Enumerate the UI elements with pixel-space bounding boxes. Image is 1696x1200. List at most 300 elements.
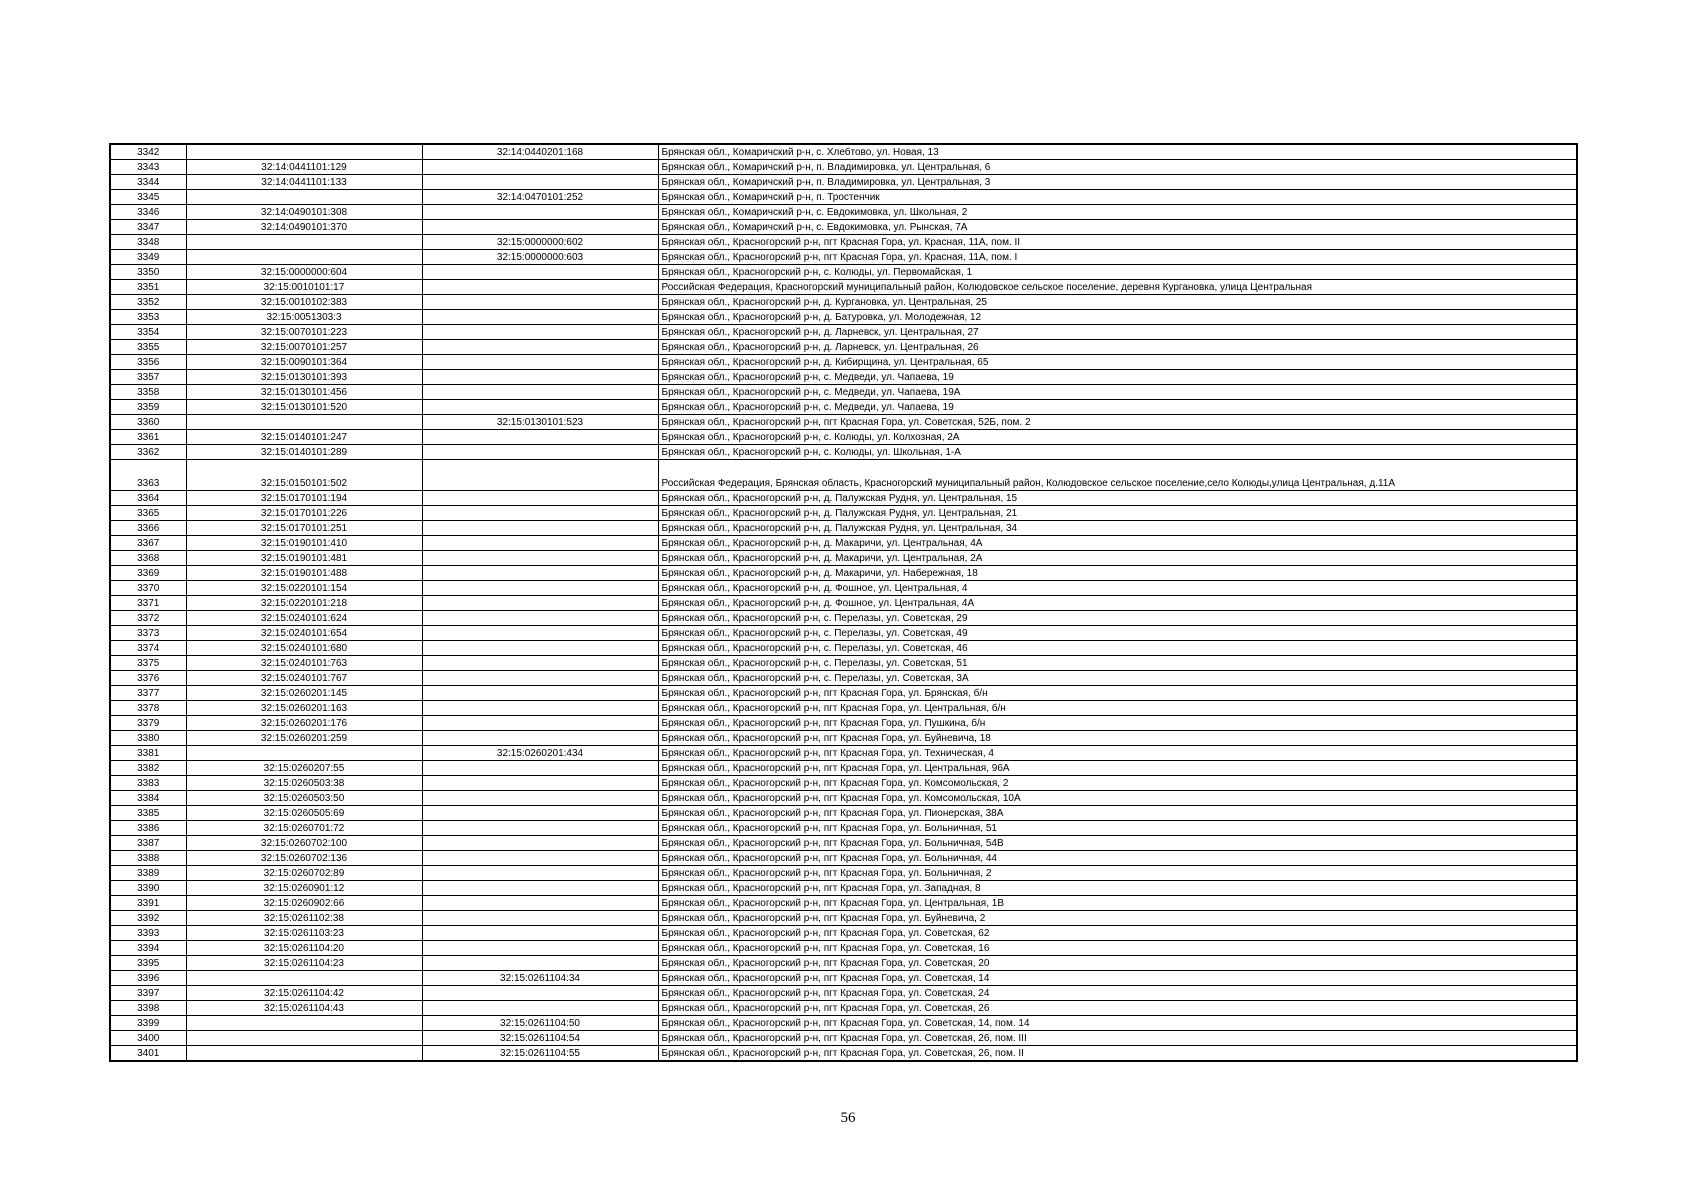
cadastral-number-a-cell: 32:15:0260505:69 bbox=[186, 806, 422, 821]
row-number-cell: 3362 bbox=[110, 445, 186, 460]
table-row bbox=[110, 1016, 1577, 1031]
address-cell: Брянская обл., Комаричский р-н, с. Евдокимовка, ул. Рынская, 7А bbox=[658, 220, 1577, 235]
cadastral-number-a-cell: 32:15:0140101:289 bbox=[186, 445, 422, 460]
table-row bbox=[110, 686, 1577, 701]
table-row bbox=[110, 566, 1577, 581]
row-number-cell: 3383 bbox=[110, 776, 186, 791]
address-cell: Брянская обл., Красногорский р-н, пгт Красная Гора, ул. Советская, 24 bbox=[658, 986, 1577, 1001]
cadastral-number-b-cell bbox=[422, 986, 658, 1001]
cadastral-number-b-cell bbox=[422, 911, 658, 926]
row-number-cell: 3397 bbox=[110, 986, 186, 1001]
address-cell: Брянская обл., Красногорский р-н, пгт Красная Гора, ул. Больничная, 54В bbox=[658, 836, 1577, 851]
row-number-cell: 3377 bbox=[110, 686, 186, 701]
cadastral-number-b-cell bbox=[422, 175, 658, 190]
table-row bbox=[110, 941, 1577, 956]
cadastral-number-a-cell: 32:15:0240101:763 bbox=[186, 656, 422, 671]
row-number-cell: 3394 bbox=[110, 941, 186, 956]
cadastral-number-b-cell bbox=[422, 160, 658, 175]
address-cell: Брянская обл., Красногорский р-н, пгт Красная Гора, ул. Красная, 11А, пом. II bbox=[658, 235, 1577, 250]
row-number-cell: 3372 bbox=[110, 611, 186, 626]
table-row bbox=[110, 506, 1577, 521]
cadastral-number-b-cell bbox=[422, 866, 658, 881]
table-row bbox=[110, 866, 1577, 881]
table-row bbox=[110, 175, 1577, 190]
cadastral-number-b-cell: 32:14:0440201:168 bbox=[422, 144, 658, 160]
row-number-cell: 3349 bbox=[110, 250, 186, 265]
table-row bbox=[110, 521, 1577, 536]
row-number-cell: 3353 bbox=[110, 310, 186, 325]
table-row bbox=[110, 821, 1577, 836]
table-row bbox=[110, 626, 1577, 641]
row-number-cell: 3363 bbox=[110, 460, 186, 491]
table-row bbox=[110, 295, 1577, 310]
cadastral-number-b-cell bbox=[422, 776, 658, 791]
cadastral-number-a-cell bbox=[186, 190, 422, 205]
cadastral-number-b-cell bbox=[422, 385, 658, 400]
cadastral-number-b-cell bbox=[422, 310, 658, 325]
cadastral-number-b-cell bbox=[422, 521, 658, 536]
table-row bbox=[110, 370, 1577, 385]
row-number-cell: 3369 bbox=[110, 566, 186, 581]
address-cell: Брянская обл., Красногорский р-н, пгт Красная Гора, ул. Западная, 8 bbox=[658, 881, 1577, 896]
address-cell: Брянская обл., Красногорский р-н, д. Макаричи, ул. Набережная, 18 bbox=[658, 566, 1577, 581]
row-number-cell: 3344 bbox=[110, 175, 186, 190]
table-row bbox=[110, 144, 1577, 160]
table-body bbox=[110, 144, 1577, 1061]
cadastral-number-b-cell: 32:15:0000000:602 bbox=[422, 235, 658, 250]
cadastral-number-b-cell bbox=[422, 701, 658, 716]
table-row bbox=[110, 836, 1577, 851]
table-row bbox=[110, 205, 1577, 220]
table-row bbox=[110, 415, 1577, 430]
cadastral-number-b-cell bbox=[422, 596, 658, 611]
table-row bbox=[110, 220, 1577, 235]
cadastral-number-a-cell bbox=[186, 746, 422, 761]
cadastral-number-a-cell: 32:15:0260503:38 bbox=[186, 776, 422, 791]
address-cell: Брянская обл., Красногорский р-н, д. Макаричи, ул. Центральная, 4А bbox=[658, 536, 1577, 551]
row-number-cell: 3356 bbox=[110, 355, 186, 370]
cadastral-number-b-cell bbox=[422, 731, 658, 746]
cadastral-number-b-cell bbox=[422, 370, 658, 385]
address-cell: Брянская обл., Красногорский р-н, пгт Красная Гора, ул. Пионерская, 38А bbox=[658, 806, 1577, 821]
cadastral-number-b-cell bbox=[422, 445, 658, 460]
cadastral-number-b-cell: 32:15:0261104:34 bbox=[422, 971, 658, 986]
row-number-cell: 3398 bbox=[110, 1001, 186, 1016]
row-number-cell: 3360 bbox=[110, 415, 186, 430]
cadastral-number-a-cell: 32:15:0140101:247 bbox=[186, 430, 422, 445]
cadastral-number-a-cell: 32:15:0260207:55 bbox=[186, 761, 422, 776]
row-number-cell: 3379 bbox=[110, 716, 186, 731]
cadastral-number-b-cell bbox=[422, 460, 658, 491]
address-cell: Брянская обл., Красногорский р-н, пгт Красная Гора, ул. Советская, 20 bbox=[658, 956, 1577, 971]
cadastral-number-b-cell bbox=[422, 205, 658, 220]
address-cell: Брянская обл., Комаричский р-н, п. Владимировка, ул. Центральная, 6 bbox=[658, 160, 1577, 175]
row-number-cell: 3358 bbox=[110, 385, 186, 400]
cadastral-number-a-cell: 32:15:0170101:226 bbox=[186, 506, 422, 521]
table-row bbox=[110, 656, 1577, 671]
cadastral-number-b-cell bbox=[422, 220, 658, 235]
property-table bbox=[109, 143, 1578, 1062]
cadastral-number-a-cell: 32:15:0240101:767 bbox=[186, 671, 422, 686]
address-cell: Брянская обл., Красногорский р-н, д. Палужская Рудня, ул. Центральная, 15 bbox=[658, 491, 1577, 506]
cadastral-number-a-cell: 32:15:0070101:257 bbox=[186, 340, 422, 355]
cadastral-number-a-cell: 32:15:0190101:481 bbox=[186, 551, 422, 566]
cadastral-number-a-cell: 32:15:0260201:145 bbox=[186, 686, 422, 701]
row-number-cell: 3374 bbox=[110, 641, 186, 656]
address-cell: Брянская обл., Комаричский р-н, п. Тростенчик bbox=[658, 190, 1577, 205]
address-cell: Брянская обл., Красногорский р-н, пгт Красная Гора, ул. Пушкина, б/н bbox=[658, 716, 1577, 731]
table-row bbox=[110, 911, 1577, 926]
cadastral-number-b-cell bbox=[422, 836, 658, 851]
cadastral-number-b-cell: 32:15:0000000:603 bbox=[422, 250, 658, 265]
cadastral-number-a-cell bbox=[186, 971, 422, 986]
table-row bbox=[110, 355, 1577, 370]
cadastral-number-b-cell bbox=[422, 881, 658, 896]
row-number-cell: 3378 bbox=[110, 701, 186, 716]
table-row bbox=[110, 190, 1577, 205]
address-cell: Российская Федерация, Брянская область, Красногорский муниципальный район, Колюдовское сельское поселение,село Колюды,улица Центральная, д.11А bbox=[658, 460, 1577, 491]
row-number-cell: 3354 bbox=[110, 325, 186, 340]
cadastral-number-b-cell bbox=[422, 671, 658, 686]
address-cell: Брянская обл., Красногорский р-н, пгт Красная Гора, ул. Советская, 26 bbox=[658, 1001, 1577, 1016]
row-number-cell: 3347 bbox=[110, 220, 186, 235]
table-row bbox=[110, 491, 1577, 506]
cadastral-number-b-cell bbox=[422, 716, 658, 731]
cadastral-number-b-cell: 32:15:0261104:50 bbox=[422, 1016, 658, 1031]
address-cell: Брянская обл., Красногорский р-н, д. Ларневск, ул. Центральная, 27 bbox=[658, 325, 1577, 340]
cadastral-number-b-cell bbox=[422, 491, 658, 506]
address-cell: Брянская обл., Красногорский р-н, с. Колюды, ул. Школьная, 1-А bbox=[658, 445, 1577, 460]
table-row bbox=[110, 956, 1577, 971]
row-number-cell: 3351 bbox=[110, 280, 186, 295]
cadastral-number-a-cell: 32:15:0261103:23 bbox=[186, 926, 422, 941]
table-row bbox=[110, 761, 1577, 776]
cadastral-number-a-cell: 32:15:0261102:38 bbox=[186, 911, 422, 926]
cadastral-number-a-cell: 32:14:0441101:129 bbox=[186, 160, 422, 175]
address-cell: Брянская обл., Красногорский р-н, с. Медведи, ул. Чапаева, 19 bbox=[658, 400, 1577, 415]
address-cell: Брянская обл., Красногорский р-н, с. Перелазы, ул. Советская, 3А bbox=[658, 671, 1577, 686]
row-number-cell: 3384 bbox=[110, 791, 186, 806]
cadastral-number-b-cell bbox=[422, 325, 658, 340]
row-number-cell: 3348 bbox=[110, 235, 186, 250]
row-number-cell: 3380 bbox=[110, 731, 186, 746]
cadastral-number-a-cell: 32:15:0240101:654 bbox=[186, 626, 422, 641]
cadastral-number-a-cell: 32:15:0051303:3 bbox=[186, 310, 422, 325]
cadastral-number-a-cell: 32:15:0260702:136 bbox=[186, 851, 422, 866]
table-row bbox=[110, 235, 1577, 250]
table-row bbox=[110, 160, 1577, 175]
address-cell: Брянская обл., Красногорский р-н, пгт Красная Гора, ул. Советская, 14, пом. 14 bbox=[658, 1016, 1577, 1031]
address-cell: Брянская обл., Красногорский р-н, пгт Красная Гора, ул. Техническая, 4 bbox=[658, 746, 1577, 761]
cadastral-number-a-cell: 32:15:0090101:364 bbox=[186, 355, 422, 370]
address-cell: Брянская обл., Красногорский р-н, с. Медведи, ул. Чапаева, 19А bbox=[658, 385, 1577, 400]
address-cell: Брянская обл., Красногорский р-н, с. Колюды, ул. Колхозная, 2А bbox=[658, 430, 1577, 445]
row-number-cell: 3367 bbox=[110, 536, 186, 551]
address-cell: Брянская обл., Красногорский р-н, пгт Красная Гора, ул. Советская, 14 bbox=[658, 971, 1577, 986]
row-number-cell: 3392 bbox=[110, 911, 186, 926]
cadastral-number-a-cell: 32:15:0261104:42 bbox=[186, 986, 422, 1001]
address-cell: Брянская обл., Красногорский р-н, д. Кибирщина, ул. Центральная, 65 bbox=[658, 355, 1577, 370]
cadastral-number-b-cell bbox=[422, 941, 658, 956]
address-cell: Брянская обл., Красногорский р-н, пгт Красная Гора, ул. Центральная, 1В bbox=[658, 896, 1577, 911]
cadastral-number-b-cell bbox=[422, 926, 658, 941]
cadastral-number-a-cell: 32:15:0220101:154 bbox=[186, 581, 422, 596]
cadastral-number-a-cell bbox=[186, 1016, 422, 1031]
address-cell: Брянская обл., Красногорский р-н, пгт Красная Гора, ул. Комсомольская, 10А bbox=[658, 791, 1577, 806]
cadastral-number-a-cell: 32:15:0010101:17 bbox=[186, 280, 422, 295]
cadastral-number-a-cell bbox=[186, 144, 422, 160]
cadastral-number-b-cell bbox=[422, 506, 658, 521]
table-row bbox=[110, 310, 1577, 325]
cadastral-number-b-cell bbox=[422, 896, 658, 911]
address-cell: Брянская обл., Красногорский р-н, пгт Красная Гора, ул. Комсомольская, 2 bbox=[658, 776, 1577, 791]
cadastral-number-b-cell bbox=[422, 761, 658, 776]
table-row bbox=[110, 881, 1577, 896]
table-row bbox=[110, 731, 1577, 746]
table-row bbox=[110, 460, 1577, 491]
cadastral-number-a-cell: 32:15:0130101:456 bbox=[186, 385, 422, 400]
table-row bbox=[110, 385, 1577, 400]
cadastral-number-b-cell: 32:15:0130101:523 bbox=[422, 415, 658, 430]
cadastral-number-b-cell: 32:15:0261104:54 bbox=[422, 1031, 658, 1046]
row-number-cell: 3386 bbox=[110, 821, 186, 836]
cadastral-number-a-cell: 32:15:0010102:383 bbox=[186, 295, 422, 310]
row-number-cell: 3345 bbox=[110, 190, 186, 205]
row-number-cell: 3343 bbox=[110, 160, 186, 175]
row-number-cell: 3382 bbox=[110, 761, 186, 776]
row-number-cell: 3381 bbox=[110, 746, 186, 761]
address-cell: Брянская обл., Красногорский р-н, с. Перелазы, ул. Советская, 29 bbox=[658, 611, 1577, 626]
address-cell: Брянская обл., Комаричский р-н, с. Евдокимовка, ул. Школьная, 2 bbox=[658, 205, 1577, 220]
row-number-cell: 3395 bbox=[110, 956, 186, 971]
address-cell: Брянская обл., Красногорский р-н, пгт Красная Гора, ул. Советская, 26, пом. II bbox=[658, 1046, 1577, 1062]
row-number-cell: 3357 bbox=[110, 370, 186, 385]
table-row bbox=[110, 430, 1577, 445]
cadastral-number-b-cell bbox=[422, 355, 658, 370]
address-cell: Брянская обл., Красногорский р-н, д. Батуровка, ул. Молодежная, 12 bbox=[658, 310, 1577, 325]
cadastral-number-b-cell bbox=[422, 265, 658, 280]
row-number-cell: 3399 bbox=[110, 1016, 186, 1031]
cadastral-number-b-cell bbox=[422, 280, 658, 295]
table-row bbox=[110, 1031, 1577, 1046]
cadastral-number-a-cell: 32:15:0240101:680 bbox=[186, 641, 422, 656]
row-number-cell: 3387 bbox=[110, 836, 186, 851]
table-row bbox=[110, 581, 1577, 596]
address-cell: Брянская обл., Красногорский р-н, пгт Красная Гора, ул. Больничная, 44 bbox=[658, 851, 1577, 866]
address-cell: Брянская обл., Красногорский р-н, д. Макаричи, ул. Центральная, 2А bbox=[658, 551, 1577, 566]
cadastral-number-a-cell: 32:15:0150101:502 bbox=[186, 460, 422, 491]
address-cell: Брянская обл., Красногорский р-н, с. Колюды, ул. Первомайская, 1 bbox=[658, 265, 1577, 280]
cadastral-number-b-cell bbox=[422, 641, 658, 656]
table-row bbox=[110, 986, 1577, 1001]
address-cell: Брянская обл., Красногорский р-н, пгт Красная Гора, ул. Центральная, б/н bbox=[658, 701, 1577, 716]
address-cell: Брянская обл., Красногорский р-н, пгт Красная Гора, ул. Больничная, 2 bbox=[658, 866, 1577, 881]
cadastral-number-a-cell: 32:15:0260701:72 bbox=[186, 821, 422, 836]
cadastral-number-a-cell bbox=[186, 1046, 422, 1062]
address-cell: Брянская обл., Комаричский р-н, с. Хлебтово, ул. Новая, 13 bbox=[658, 144, 1577, 160]
cadastral-number-b-cell bbox=[422, 686, 658, 701]
table-row bbox=[110, 445, 1577, 460]
cadastral-number-a-cell: 32:15:0170101:194 bbox=[186, 491, 422, 506]
address-cell: Брянская обл., Красногорский р-н, пгт Красная Гора, ул. Советская, 16 bbox=[658, 941, 1577, 956]
row-number-cell: 3364 bbox=[110, 491, 186, 506]
table-row bbox=[110, 250, 1577, 265]
table-row bbox=[110, 265, 1577, 280]
row-number-cell: 3370 bbox=[110, 581, 186, 596]
address-cell: Российская Федерация, Красногорский муниципальный район, Колюдовское сельское поселение, деревня Кургановка, улица Центральная bbox=[658, 280, 1577, 295]
row-number-cell: 3355 bbox=[110, 340, 186, 355]
table-row bbox=[110, 806, 1577, 821]
cadastral-number-a-cell: 32:15:0260201:176 bbox=[186, 716, 422, 731]
address-cell: Брянская обл., Красногорский р-н, пгт Красная Гора, ул. Красная, 11А, пом. I bbox=[658, 250, 1577, 265]
address-cell: Брянская обл., Красногорский р-н, с. Перелазы, ул. Советская, 49 bbox=[658, 626, 1577, 641]
table-row bbox=[110, 716, 1577, 731]
cadastral-number-a-cell: 32:14:0441101:133 bbox=[186, 175, 422, 190]
cadastral-number-a-cell: 32:15:0261104:43 bbox=[186, 1001, 422, 1016]
row-number-cell: 3361 bbox=[110, 430, 186, 445]
row-number-cell: 3400 bbox=[110, 1031, 186, 1046]
cadastral-number-a-cell: 32:15:0260902:66 bbox=[186, 896, 422, 911]
cadastral-number-b-cell bbox=[422, 626, 658, 641]
row-number-cell: 3366 bbox=[110, 521, 186, 536]
address-cell: Брянская обл., Красногорский р-н, с. Перелазы, ул. Советская, 51 bbox=[658, 656, 1577, 671]
row-number-cell: 3346 bbox=[110, 205, 186, 220]
row-number-cell: 3376 bbox=[110, 671, 186, 686]
cadastral-number-a-cell: 32:15:0000000:604 bbox=[186, 265, 422, 280]
address-cell: Брянская обл., Красногорский р-н, пгт Красная Гора, ул. Советская, 52Б, пом. 2 bbox=[658, 415, 1577, 430]
cadastral-number-b-cell bbox=[422, 536, 658, 551]
row-number-cell: 3365 bbox=[110, 506, 186, 521]
row-number-cell: 3368 bbox=[110, 551, 186, 566]
cadastral-number-a-cell: 32:15:0070101:223 bbox=[186, 325, 422, 340]
cadastral-number-b-cell bbox=[422, 956, 658, 971]
cadastral-number-b-cell: 32:15:0260201:434 bbox=[422, 746, 658, 761]
cadastral-number-a-cell: 32:15:0130101:520 bbox=[186, 400, 422, 415]
cadastral-number-a-cell: 32:15:0260702:100 bbox=[186, 836, 422, 851]
table-row bbox=[110, 671, 1577, 686]
cadastral-number-b-cell bbox=[422, 806, 658, 821]
cadastral-number-b-cell bbox=[422, 295, 658, 310]
cadastral-number-b-cell bbox=[422, 581, 658, 596]
row-number-cell: 3401 bbox=[110, 1046, 186, 1062]
table-row bbox=[110, 596, 1577, 611]
cadastral-number-a-cell bbox=[186, 1031, 422, 1046]
address-cell: Брянская обл., Красногорский р-н, д. Фошное, ул. Центральная, 4А bbox=[658, 596, 1577, 611]
cadastral-number-b-cell bbox=[422, 851, 658, 866]
cadastral-number-a-cell: 32:14:0490101:308 bbox=[186, 205, 422, 220]
table-row bbox=[110, 641, 1577, 656]
cadastral-number-a-cell bbox=[186, 235, 422, 250]
table-row bbox=[110, 851, 1577, 866]
cadastral-number-a-cell: 32:15:0260702:89 bbox=[186, 866, 422, 881]
row-number-cell: 3373 bbox=[110, 626, 186, 641]
cadastral-number-a-cell: 32:15:0260201:259 bbox=[186, 731, 422, 746]
cadastral-number-b-cell bbox=[422, 400, 658, 415]
row-number-cell: 3385 bbox=[110, 806, 186, 821]
table-row bbox=[110, 1046, 1577, 1062]
row-number-cell: 3350 bbox=[110, 265, 186, 280]
page-number: 56 bbox=[840, 1110, 856, 1126]
table-row bbox=[110, 926, 1577, 941]
table-row bbox=[110, 325, 1577, 340]
cadastral-number-a-cell: 32:15:0190101:410 bbox=[186, 536, 422, 551]
address-cell: Брянская обл., Красногорский р-н, д. Кургановка, ул. Центральная, 25 bbox=[658, 295, 1577, 310]
cadastral-number-a-cell: 32:15:0261104:20 bbox=[186, 941, 422, 956]
row-number-cell: 3375 bbox=[110, 656, 186, 671]
address-cell: Брянская обл., Красногорский р-н, д. Фошное, ул. Центральная, 4 bbox=[658, 581, 1577, 596]
row-number-cell: 3352 bbox=[110, 295, 186, 310]
address-cell: Брянская обл., Красногорский р-н, пгт Красная Гора, ул. Брянская, б/н bbox=[658, 686, 1577, 701]
table-row bbox=[110, 776, 1577, 791]
table-row bbox=[110, 611, 1577, 626]
table-row bbox=[110, 1001, 1577, 1016]
address-cell: Брянская обл., Красногорский р-н, пгт Красная Гора, ул. Буйневича, 2 bbox=[658, 911, 1577, 926]
cadastral-number-b-cell bbox=[422, 611, 658, 626]
row-number-cell: 3390 bbox=[110, 881, 186, 896]
cadastral-number-a-cell: 32:15:0260201:163 bbox=[186, 701, 422, 716]
row-number-cell: 3393 bbox=[110, 926, 186, 941]
cadastral-number-a-cell: 32:15:0130101:393 bbox=[186, 370, 422, 385]
table-row bbox=[110, 896, 1577, 911]
cadastral-number-b-cell bbox=[422, 566, 658, 581]
address-cell: Брянская обл., Красногорский р-н, пгт Красная Гора, ул. Советская, 62 bbox=[658, 926, 1577, 941]
cadastral-number-b-cell bbox=[422, 430, 658, 445]
cadastral-number-a-cell: 32:15:0260901:12 bbox=[186, 881, 422, 896]
cadastral-number-a-cell bbox=[186, 250, 422, 265]
row-number-cell: 3389 bbox=[110, 866, 186, 881]
address-cell: Брянская обл., Красногорский р-н, д. Ларневск, ул. Центральная, 26 bbox=[658, 340, 1577, 355]
address-cell: Брянская обл., Красногорский р-н, пгт Красная Гора, ул. Центральная, 96А bbox=[658, 761, 1577, 776]
cadastral-number-a-cell: 32:15:0190101:488 bbox=[186, 566, 422, 581]
cadastral-number-b-cell bbox=[422, 551, 658, 566]
cadastral-number-a-cell: 32:15:0170101:251 bbox=[186, 521, 422, 536]
address-cell: Брянская обл., Красногорский р-н, с. Перелазы, ул. Советская, 46 bbox=[658, 641, 1577, 656]
address-cell: Брянская обл., Красногорский р-н, пгт Красная Гора, ул. Буйневича, 18 bbox=[658, 731, 1577, 746]
table-row bbox=[110, 746, 1577, 761]
table-row bbox=[110, 340, 1577, 355]
row-number-cell: 3342 bbox=[110, 144, 186, 160]
row-number-cell: 3396 bbox=[110, 971, 186, 986]
table-row bbox=[110, 971, 1577, 986]
address-cell: Брянская обл., Красногорский р-н, д. Палужская Рудня, ул. Центральная, 21 bbox=[658, 506, 1577, 521]
address-cell: Брянская обл., Комаричский р-н, п. Владимировка, ул. Центральная, 3 bbox=[658, 175, 1577, 190]
table-row bbox=[110, 551, 1577, 566]
cadastral-number-b-cell bbox=[422, 1001, 658, 1016]
address-cell: Брянская обл., Красногорский р-н, пгт Красная Гора, ул. Больничная, 51 bbox=[658, 821, 1577, 836]
table-row bbox=[110, 536, 1577, 551]
row-number-cell: 3371 bbox=[110, 596, 186, 611]
cadastral-number-a-cell: 32:14:0490101:370 bbox=[186, 220, 422, 235]
table-row bbox=[110, 791, 1577, 806]
cadastral-number-a-cell: 32:15:0240101:624 bbox=[186, 611, 422, 626]
cadastral-number-a-cell: 32:15:0261104:23 bbox=[186, 956, 422, 971]
address-cell: Брянская обл., Красногорский р-н, д. Палужская Рудня, ул. Центральная, 34 bbox=[658, 521, 1577, 536]
cadastral-number-b-cell: 32:15:0261104:55 bbox=[422, 1046, 658, 1062]
table-row bbox=[110, 280, 1577, 295]
cadastral-number-a-cell: 32:15:0220101:218 bbox=[186, 596, 422, 611]
row-number-cell: 3388 bbox=[110, 851, 186, 866]
cadastral-number-b-cell: 32:14:0470101:252 bbox=[422, 190, 658, 205]
address-cell: Брянская обл., Красногорский р-н, пгт Красная Гора, ул. Советская, 26, пом. III bbox=[658, 1031, 1577, 1046]
row-number-cell: 3391 bbox=[110, 896, 186, 911]
table-row bbox=[110, 701, 1577, 716]
cadastral-number-a-cell: 32:15:0260503:50 bbox=[186, 791, 422, 806]
cadastral-number-b-cell bbox=[422, 340, 658, 355]
table-row bbox=[110, 400, 1577, 415]
row-number-cell: 3359 bbox=[110, 400, 186, 415]
cadastral-number-b-cell bbox=[422, 656, 658, 671]
cadastral-number-b-cell bbox=[422, 791, 658, 806]
